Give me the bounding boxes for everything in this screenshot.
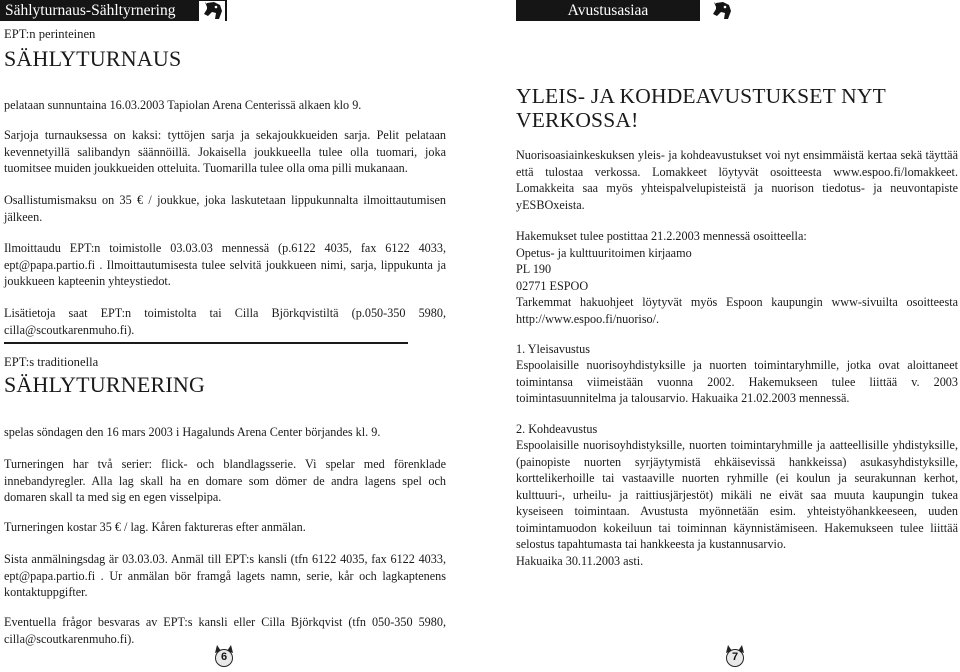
paragraph-series-sv: Turneringen har två serier: flick- och blandlagsserie. Vi spelar med förenklade innebandyregler. Alla lag skall ha en domare som dömer de andra lagens spel och domaren skall ta med sig en egen visselpipa.	[4, 457, 446, 504]
page-number-left: 6	[215, 649, 233, 667]
paragraph-fee-fi: Osallistumismaksu on 35 € / joukkue, joka laskutetaan lippukunnalta ilmoittautumisen jälkeen.	[4, 193, 446, 224]
paragraph-signup-fi: Ilmoittaudu EPT:n toimistolle 03.03.03 mennessä (p.6122 4035, fax 6122 4033, ept@papa.partio.fi . Ilmoittautumisesta tulee selvitä joukkueen nimi, sarja, lippukunta ja joukkueen kapteenin yhteystiedot.	[4, 241, 446, 288]
paragraph-info-fi: Lisätietoja saat EPT:n toimistolta tai Cilla Björkqvistiltä (p.050-350 5980, cilla@scoutkarenmuho.fi).	[4, 306, 446, 337]
title-avustukset: YLEIS- JA KOHDEAVUSTUKSET NYT VERKOSSA!	[516, 84, 886, 132]
title-sahlyturnaus: SÄHLYTURNAUS	[4, 46, 182, 71]
title-sahlyturnering: SÄHLYTURNERING	[4, 372, 206, 397]
intro-label-fi: EPT:n perinteinen	[4, 27, 96, 41]
paragraph-series-fi: Sarjoja turnauksessa on kaksi: tyttöjen sarja ja sekajoukkueiden sarja. Pelit pelataan kevennetyillä salibandyn säännöillä. Jokaisella joukkueella tulee olla tuomari, joka tuomitsee muiden joukkueiden otteluita. Tuomarilla tulee olla oma pilli mukanaan.	[4, 128, 446, 175]
section-divider	[4, 342, 408, 344]
page-number-badge	[211, 644, 237, 670]
paragraph-questions-sv: Eventuella frågor besvaras av EPT:s kansli eller Cilla Björkqvist (tfn 050-350 5980, cilla@scoutkarenmuho.fi).	[4, 615, 446, 646]
paragraph-yleisavustus: Espoolaisille nuorisoyhdistyksille ja nuorten toimintaryhmille, jotka ovat aloittaneet toimintansa viimeistään vuonna 2002. Hakemukseen tulee liittää v. 2003 toimintasuunnitelma ja talousarvio. Hakuaika 21.02.2003 mennessä.	[516, 358, 958, 405]
horse-head-icon	[708, 1, 734, 21]
right-header-title: Avustusasiaa	[567, 2, 649, 19]
page-number-right: 7	[726, 649, 744, 667]
paragraph-date-fi: pelataan sunnuntaina 16.03.2003 Tapiolan Arena Centerissä alkaen klo 9.	[4, 98, 362, 112]
left-section-header	[0, 0, 227, 21]
paragraph-kohdeavustus: Espoolaisille nuorisoyhdistyksille, nuorten toimintaryhmille ja aatteellisille yhdistyksille, (painopiste nuorten syrjäytymistä ehkäisevissä hankkeissa) asukasyhdistyksille, korttelikerhoille tai vastaaville nuorten ryhmille (ei koulun ja seurakunnan kerhot, kulttuuri-, urheilu- ja raittiusjärjestöt) mikäli ne eivät saa muuta kaupungin tukea kyseiseen toimintaan. Avustusta myönnetään esim. yhteistyöhankkeeseen, uuden toimintamuodon kokeiluun tai toiminnan käynnistämiseen. Hakemukseen tulee liittää selostus tapahtumasta tai hankkeesta ja kustannusarvio. Hakuaika 30.11.2003 asti.	[516, 438, 958, 568]
paragraph-online-forms: Nuorisoasiainkeskuksen yleis- ja kohdeavustukset voi nyt ensimmäistä kertaa sekä täyttää että tulostaa verkossa. Lomakkeet löytyvät osoitteesta www.espoo.fi/lomakkeet. Lomakkeita saa myös yhteispalvelupisteistä ja nuorison tiedotus- ja neuvontapiste yESBOxeista.	[516, 148, 958, 212]
intro-label-sv: EPT:s traditionella	[4, 355, 99, 369]
paragraph-signup-sv: Sista anmälningsdag är 03.03.03. Anmäl till EPT:s kansli (tfn 6122 4035, fax 6122 4033, ept@papa.partio.fi . Ur anmälan bör framgå lagets namn, serie, kår och lagkaptenens kontaktuppgifter.	[4, 552, 446, 599]
horse-head-icon	[199, 1, 225, 21]
paragraph-fee-sv: Turneringen kostar 35 € / lag. Kåren faktureras efter anmälan.	[4, 520, 306, 534]
left-header-title: Sählyturnaus-Sähltyrnering	[5, 2, 176, 19]
page-number-badge	[722, 644, 748, 670]
paragraph-date-sv: spelas söndagen den 16 mars 2003 i Hagalunds Arena Center börjandes kl. 9.	[4, 425, 381, 439]
heading-kohdeavustus: 2. Kohdeavustus	[516, 422, 598, 436]
paragraph-address: Hakemukset tulee postittaa 21.2.2003 mennessä osoitteella: Opetus- ja kulttuuritoimen kirjaamo PL 190 02771 ESPOO Tarkemmat hakuohjeet löytyvät myös Espoon kaupungin www-sivuilta osoitteesta http://www.espoo.fi/nuoriso/.	[516, 229, 958, 326]
heading-yleisavustus: 1. Yleisavustus	[516, 342, 591, 356]
right-section-header	[516, 0, 700, 21]
